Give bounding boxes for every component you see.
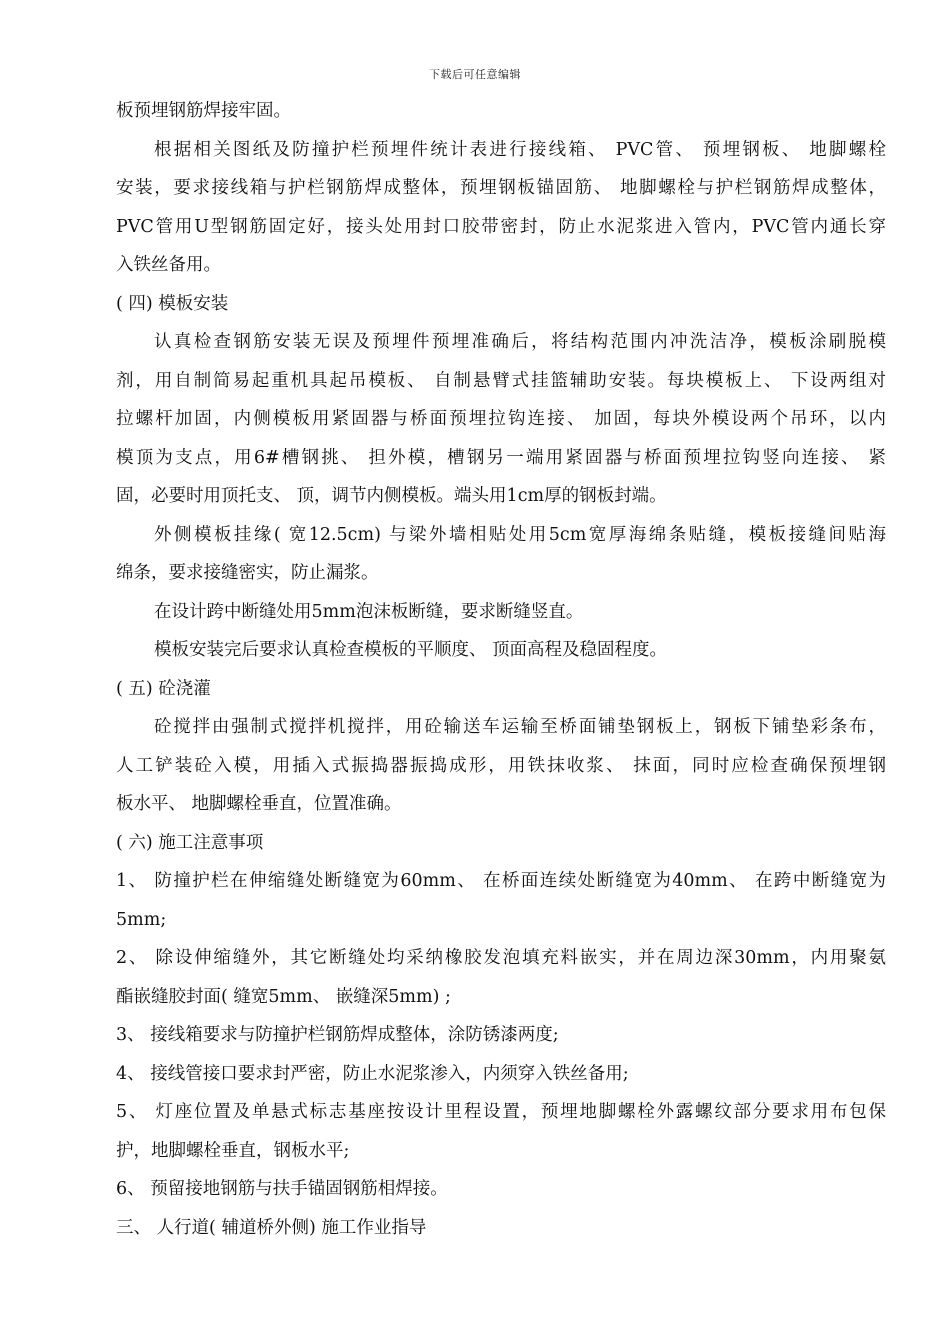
text-line: 剂，用自制简易起重机具起吊模板、 自制悬臂式挂篮辅助安装。每块模板上、 下设两组对 bbox=[116, 370, 886, 391]
text-line: 外侧模板挂缘( 宽12.5cm) 与梁外墙相贴处用5cm宽厚海绵条贴缝，模板接缝间贴海 bbox=[154, 524, 886, 545]
text-line: 砼搅拌由强制式搅拌机搅拌，用砼输送车运输至桥面铺垫钢板上，钢板下铺垫彩条布， bbox=[154, 717, 886, 737]
text-line: 根据相关图纸及防撞护栏预埋件统计表进行接线箱、 PVC管、 预埋钢板、 地脚螺栓 bbox=[154, 139, 886, 160]
text-line: PVC管用U型钢筋固定好，接头处用封口胶带密封，防止水泥浆进入管内，PVC管内通长穿 bbox=[116, 216, 886, 237]
list-item-continuation: 酯嵌缝胶封面( 缝宽5mm、 嵌缝深5mm) ; bbox=[116, 986, 451, 1007]
text-line: 模板安装完后要求认真检查模板的平顺度、 顶面高程及稳固程度。 bbox=[154, 640, 668, 660]
section-heading: ( 五) 砼浇灌 bbox=[116, 678, 211, 699]
list-item-continuation: 护，地脚螺栓垂直，钢板水平; bbox=[116, 1140, 350, 1161]
page-header: 下载后可任意编辑 bbox=[429, 68, 521, 81]
document-body bbox=[116, 92, 886, 1247]
text-line: 在设计跨中断缝处用5mm泡沫板断缝，要求断缝竖直。 bbox=[154, 601, 584, 622]
section-heading: ( 四) 模板安装 bbox=[116, 293, 229, 314]
text-line: 人工铲装砼入模，用插入式振捣器振捣成形，用铁抹收浆、 抹面，同时应检查确保预埋钢 bbox=[116, 755, 886, 776]
list-item: 3、 接线箱要求与防撞护栏钢筋焊成整体，涂防锈漆两度; bbox=[116, 1025, 559, 1045]
list-item: 4、 接线管接口要求封严密，防止水泥浆渗入，内须穿入铁丝备用; bbox=[116, 1063, 629, 1084]
text-line: 入铁丝备用。 bbox=[116, 255, 221, 275]
text-line: 固，必要时用顶托支、 顶，调节内侧模板。端头用1cm厚的钢板封端。 bbox=[116, 486, 667, 506]
section-heading: ( 六) 施工注意事项 bbox=[116, 832, 264, 853]
list-item: 2、 除设伸缩缝外，其它断缝处均采纳橡胶发泡填充料嵌实，并在周边深30mm，内用聚氨 bbox=[116, 948, 886, 968]
text-line: 板预埋钢筋焊接牢固。 bbox=[116, 101, 291, 121]
section-heading: 三、 人行道( 辅道桥外侧) 施工作业指导 bbox=[116, 1217, 427, 1238]
list-item: 1、 防撞护栏在伸缩缝处断缝宽为60mm、 在桥面连续处断缝宽为40mm、 在跨中断缝宽为 bbox=[116, 871, 886, 891]
text-line: 模顶为支点，用6#槽钢挑、 担外模，槽钢另一端用紧固器与桥面预埋拉钩竖向连接、 紧 bbox=[116, 447, 886, 468]
text-line: 板水平、 地脚螺栓垂直，位置准确。 bbox=[116, 794, 402, 814]
list-item-continuation: 5mm; bbox=[116, 909, 167, 930]
text-line: 认真检查钢筋安装无误及预埋件预埋准确后，将结构范围内冲洗洁净，模板涂刷脱模 bbox=[154, 332, 886, 352]
list-item: 5、 灯座位置及单悬式标志基座按设计里程设置，预埋地脚螺栓外露螺纹部分要求用布包保 bbox=[116, 1102, 886, 1122]
text-line: 绵条，要求接缝密实，防止漏浆。 bbox=[116, 563, 379, 583]
text-line: 拉螺杆加固，内侧模板用紧固器与桥面预埋拉钩连接、 加固，每块外模设两个吊环，以内 bbox=[116, 409, 886, 429]
list-item: 6、 预留接地钢筋与扶手锚固钢筋相焊接。 bbox=[116, 1179, 448, 1199]
text-line: 安装，要求接线箱与护栏钢筋焊成整体，预埋钢板锚固筋、 地脚螺栓与护栏钢筋焊成整体， bbox=[116, 178, 886, 198]
